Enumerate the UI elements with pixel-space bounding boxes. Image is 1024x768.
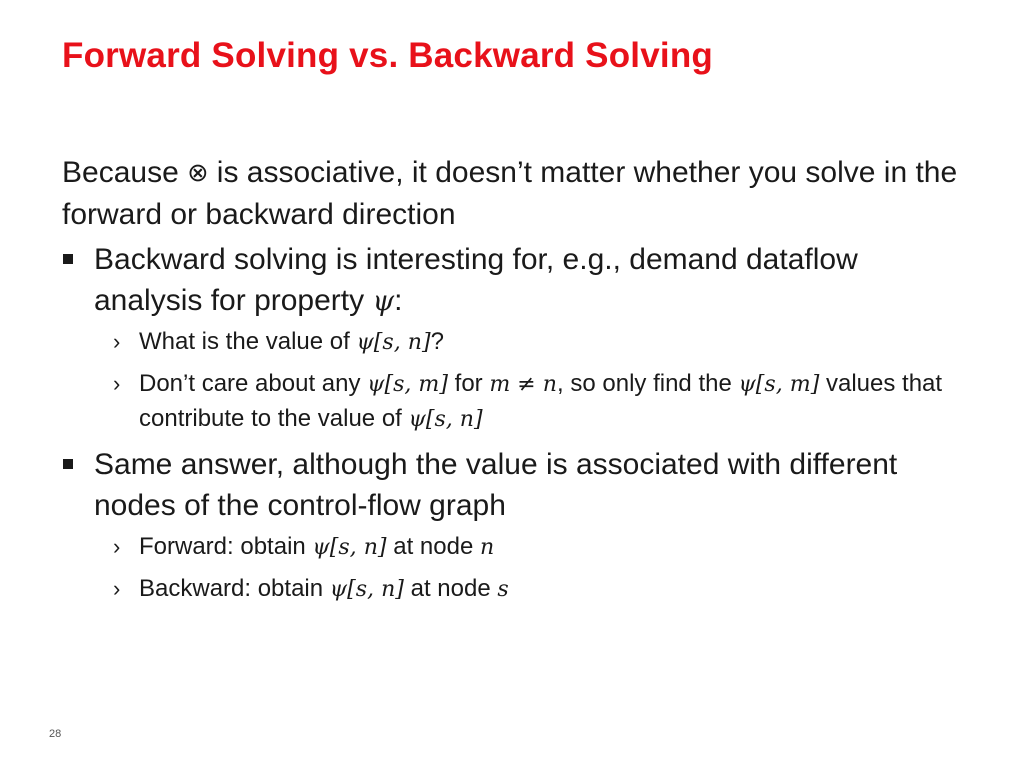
bullet-text — [94, 243, 858, 317]
text-run: ? — [430, 328, 444, 355]
math-expression: s — [497, 577, 509, 602]
sub-bullet-list — [62, 530, 962, 607]
text-run: What is the value of — [139, 328, 357, 355]
text-run: for — [447, 370, 490, 397]
math-expression: ψ[s, n] — [329, 577, 404, 602]
slide-title: Forward Solving vs. Backward Solving — [62, 36, 713, 75]
math-expression: ψ[s, n] — [312, 535, 387, 560]
text-run: Same answer, although the value is associated with different nodes of the control-flow graph — [94, 448, 898, 522]
intro-text-after: is associative, it doesn’t matter whether you solve in the forward or backward direction — [62, 156, 958, 231]
sub-bullet-item — [62, 572, 962, 607]
text-run: at node — [403, 575, 498, 602]
otimes-operator: ⊗ — [187, 158, 209, 188]
text-run: , so only find the — [557, 370, 739, 397]
bullet-text — [94, 448, 897, 522]
math-expression: ψ[s, m] — [367, 372, 448, 397]
text-run: Backward: obtain — [139, 575, 330, 602]
intro-paragraph — [62, 152, 962, 235]
sub-bullet-text — [139, 533, 494, 560]
math-expression: ψ[s, n] — [356, 330, 431, 355]
chevron-right-icon: › — [113, 329, 121, 354]
sub-bullet-list — [62, 325, 962, 437]
bullet-item — [62, 444, 962, 526]
chevron-right-icon: › — [113, 371, 121, 396]
chevron-right-icon: › — [113, 534, 121, 559]
sub-bullet-text — [139, 370, 942, 432]
intro-text-before: Because — [62, 156, 188, 189]
bullet-list — [62, 239, 962, 607]
sub-bullet-item — [62, 367, 962, 437]
sub-bullet-item — [62, 325, 962, 360]
sub-bullet-item — [62, 530, 962, 565]
bullet-item — [62, 239, 962, 321]
text-run: values that contribute to the value of — [139, 370, 943, 432]
math-expression: m ≠ n — [489, 372, 558, 397]
text-run: Don’t care about any — [139, 370, 368, 397]
math-expression: ψ — [372, 284, 395, 317]
square-bullet-icon — [63, 254, 73, 264]
sub-bullet-text — [139, 575, 509, 602]
math-expression: ψ[s, n] — [408, 407, 483, 432]
sub-bullet-text — [139, 328, 444, 355]
text-run: at node — [386, 533, 480, 560]
text-run: Backward solving is interesting for, e.g., demand dataflow analysis for property — [94, 243, 858, 317]
math-expression: n — [479, 535, 495, 560]
slide-content — [62, 152, 962, 614]
text-run: Forward: obtain — [139, 533, 313, 560]
chevron-right-icon: › — [113, 576, 121, 601]
square-bullet-icon — [63, 459, 73, 469]
math-expression: ψ[s, m] — [738, 372, 820, 397]
text-run: : — [394, 284, 403, 317]
page-number: 28 — [49, 728, 62, 740]
